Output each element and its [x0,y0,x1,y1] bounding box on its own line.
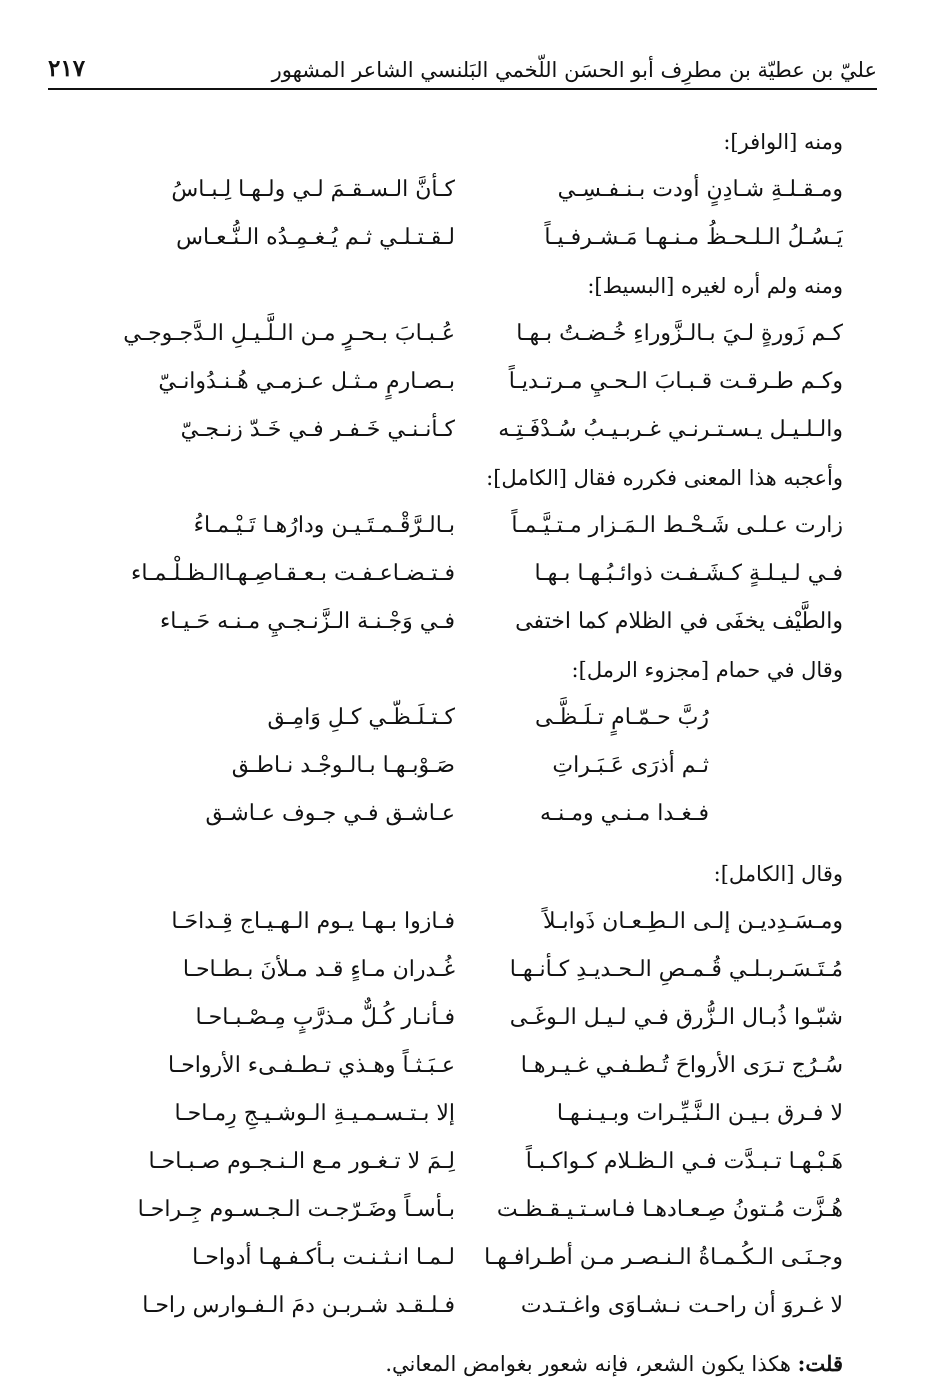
author-note-text: هكذا يكون الشعر، فإنه شعور بغوامض المعاني. [385,1352,791,1376]
section-heading: ومنه ولم أره لغيره [البسيط]: [587,274,843,298]
verse-second-hemistich: كـأنَّ الـسـقـمَ لـي ولـهـا لِـبـاسُ [171,177,455,202]
verse-first-hemistich: سُـرُج تـرَى الأرواحَ تُـطـفـي غـيـرهـا [520,1053,843,1078]
verse-second-hemistich: بـالـرَّقْـمـتَـيـن ودارُهـا تَـيْـمـاءُ [193,513,455,538]
verse-line [70,358,843,406]
verse-first-hemistich: لا فـرق بـيـن الـنَّـيِّـرات وبـيـنـهـا [556,1101,843,1126]
note-spacer [791,1352,798,1376]
author-note [70,1340,843,1388]
verse-first-hemistich: هَـبْـهـا تـبـدَّت فـي الـظـلام كـواكـبـاً [525,1149,843,1174]
verse-second-hemistich: عـاشـق فـي جـوف عـاشـق [205,801,455,826]
running-header [48,44,877,90]
poem-body [70,118,843,1388]
verse-line [70,214,843,262]
verse-line [70,502,843,550]
verse-first-hemistich: شبّـوا ذُبـال الـزُّرق فـي لـيـل الـوغَـى [509,1005,843,1030]
verse-line [70,1234,843,1282]
verse-first-hemistich: هُـزَّت مُـتونُ صِـعـادهـا فـاسـتـيـقـظـت [496,1197,843,1222]
verse-second-hemistich: كـأنـنـي خَـفـر فـي خَـدّ زنـجـيّ [180,417,455,442]
verse-second-hemistich: لـمـا انـثـنـت بـأكـفـهـا أدواحـا [192,1245,455,1270]
verse-first-hemistich: زارت عـلـى شَـحْـط الـمَـزار مـتـيَّـمـاً [511,513,843,538]
verse-second-hemistich: فـتـضـاعـفـت بـعـقـاصِـهـاالـظـلْـمـاء [130,561,455,586]
verse-first-hemistich: فـي لـيـلـةٍ كـشَـفـت ذوائـبُـهـا بـهـا [534,561,843,586]
verse-second-hemistich: كـتـلَـظّـي كـلِ وَامِـق [267,705,455,730]
verse-second-hemistich: لـقـتـلـي ثـم يُـغـمِـدُه الـنُّـعـاس [176,225,455,250]
verse-first-hemistich: والطَّيْف يخفَى في الظلام كما اختفى [515,609,843,634]
verse-second-hemistich: عُـبـابَ بـحـرٍ مـن الـلَّـيـلِ الـدَّجـوجـي [123,321,455,346]
verse-second-hemistich: صَـوْبـهـا بـالـوجْـد نـاطـق [231,753,455,778]
author-note-label: قلت: [797,1351,843,1376]
verse-line [70,1138,843,1186]
verse-second-hemistich: إلا بـتـسـمـيـةِ الـوشـيـجِ رِمـاحـا [174,1101,455,1126]
running-title: عليّ بن عطيّة بن مطرِف أبو الحسَن اللّخمي البَلنسي الشاعر المشهور [271,58,877,82]
verse-first-hemistich: وكـم طـرقـت قـبـابَ الـحـيِ مـرتـديـاً [508,369,843,394]
verse-first-hemistich: لا غـروَ أن راحـت نـشـاوَى واغـتـدت [520,1293,843,1318]
verse-first-hemistich: فـغـدا مـنـي ومـنـه [539,801,709,826]
verse-second-hemistich: غُـدران مـاءٍ قـد مـلأنَ بـطـاحـا [182,957,455,982]
verse-line [70,1186,843,1234]
verse-line [70,694,843,742]
verse-line [70,1090,843,1138]
section-heading: ومنه [الوافر]: [723,130,843,154]
verse-first-hemistich: رُبَّ حـمّـامٍ تـلَـظَّـى [535,705,709,730]
verse-first-hemistich: مُـتَـسَـربـلـي قُـمـصِ الـحـديـدِ كـأنـهـا [509,957,843,982]
verse-first-hemistich: وجـنَـى الـكُـمـاةُ الـنـصـر مـن أطـرافـهـا [484,1245,843,1270]
verse-first-hemistich: ومـسَـدِديـن إلـى الـطِـعـان ذَوابـلاً [542,909,843,934]
section-heading: وقال في حمام [مجزوء الرمل]: [571,658,843,682]
verse-line [70,742,843,790]
verse-line [70,310,843,358]
verse-first-hemistich: ثـم أذرَى عَـبَـراتِ [552,753,709,778]
verse-second-hemistich: فـازوا بـهـا يـوم الـهـيـاج قِـداحَـا [171,909,455,934]
verse-line [70,1042,843,1090]
section-heading: وأعجبه هذا المعنى فكرره فقال [الكامل]: [486,466,843,490]
verse-line [70,994,843,1042]
verse-line [70,790,843,838]
verse-second-hemistich: بـأسـاً وضَـرّجـت الـجـسـوم جِـراحـا [137,1197,455,1222]
section-heading: وقال [الكامل]: [713,862,843,886]
verse-second-hemistich: فـأنـار كُـلٌّ مـذرَّبٍ مِـصْـبـاحـا [195,1005,455,1030]
verse-line [70,898,843,946]
section-gap [70,838,843,850]
verse-second-hemistich: لِـمَ لا تـغـور مـع الـنـجـوم صـبـاحـا [148,1149,455,1174]
verse-first-hemistich: يَـسُـلُ الـلـحـظُ مـنـهـا مَـشـرفـيـاً [544,225,843,250]
verse-first-hemistich: ومـقـلـةِ شـادِنٍ أودت بـنـفـسِـي [557,177,843,202]
verse-line [70,1282,843,1330]
verse-second-hemistich: عـبَـثـاً وهـذي تـطـفـىء الأرواحـا [168,1053,455,1078]
verse-line [70,550,843,598]
page-number: ٢١٧ [48,55,86,82]
verse-line [70,406,843,454]
verse-second-hemistich: بـصـارمٍ مـثـل عـزمـي هُـنـدُوانـيّ [158,369,455,394]
verse-first-hemistich: والـلـيـل يـسـتـرنـي غـربـيـبُ سُـدْفَـتِـه [498,417,843,442]
verse-line [70,946,843,994]
verse-line [70,598,843,646]
verse-second-hemistich: فـلـقـد شـربـن دمَ الـفـوارس راحـا [142,1293,455,1318]
verse-second-hemistich: فـي وَجْـنـة الـزَّنـجـيِ مـنـه حَـيـاء [159,609,455,634]
verse-first-hemistich: كـم زَورةٍ لـيَ بـالـزَّوراءِ خُـضـتُ بـهـا [516,321,843,346]
verse-line [70,166,843,214]
